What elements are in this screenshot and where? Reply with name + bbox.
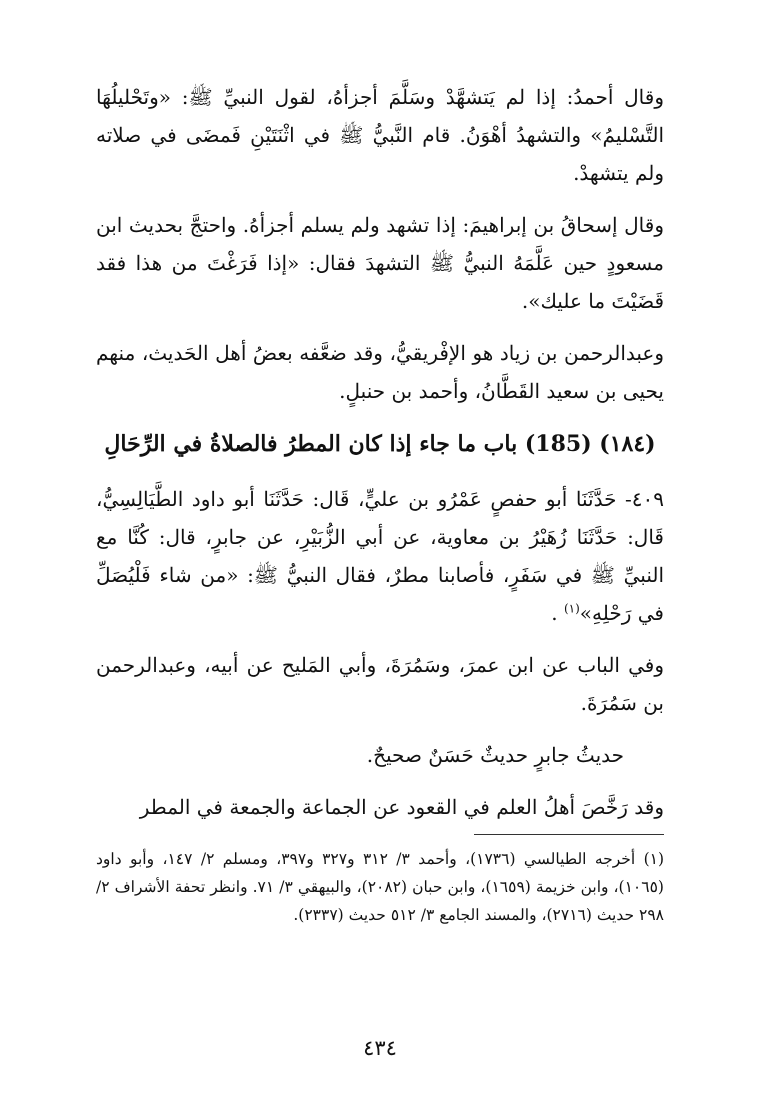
hadith-paragraph [96, 480, 664, 632]
paragraph-rukhsa: وقد رَخَّصَ أهلُ العلم في القعود عن الجماعة والجمعة في المطر [139, 795, 664, 819]
hadith-text: ٤٠٩- حَدَّثَنَا أبو حفصٍ عَمْرُو بن عليٍّ، قَال: حَدَّثَنَا أبو داود الطَّيَالِسِيُّ، قَال: حَدَّثَنَا زُهَيْرُ بن معاوية، عن أبي الزُّبَيْرِ، عن جابرٍ، قال: كُنَّا مع النبيِّ ﷺ في سَفَرٍ، فأصابنا مطرٌ، فقال النبيُّ ﷺ: «من شاء فَلْيُصَلِّ في رَحْلِهِ» [96, 487, 664, 625]
page-number: ٤٣٤ [363, 1036, 397, 1060]
hadith-end: . [551, 601, 564, 625]
paragraph-abdulrahman: وعبدالرحمن بن زياد هو الإفْريقيُّ، وقد ضعَّفه بعضُ أهل الحَديث، منهم يحيى بن سعيد القَطَّانُ، وأحمد بن حنبلٍ. [96, 341, 664, 403]
paragraph-fil-bab: وفي الباب عن ابن عمرَ، وسَمُرَةَ، وأبي المَليح عن أبيه، وعبدالرحمن بن سَمُرَةَ. [96, 653, 664, 715]
footnote-text: (١) أخرجه الطيالسي (١٧٣٦)، وأحمد ٣/ ٣١٢ و٣٢٧ و٣٩٧، ومسلم ٢/ ١٤٧، وأبو داود (١٠٦٥)، وابن خزيمة (١٦٥٩)، وابن حبان (٢٠٨٢)، والبيهقي ٣/ ٧١. وانظر تحفة الأشراف ٢/ ٢٩٨ حديث (٢٧١٦)، والمسند الجامع ٣/ ٥١٢ حديث (٢٣٣٧). [96, 850, 665, 924]
footnote-divider [474, 834, 664, 835]
footnote-reference[interactable]: (١) [563, 601, 580, 616]
paragraph-ishaq: وقال إسحاقُ بن إبراهيمَ: إذا تشهد ولم يسلم أجزأهُ. واحتجَّ بحديث ابن مسعودٍ حين عَلَّمَهُ النبيُّ ﷺ التشهدَ فقال: «إذا فَرَغْتَ من هذا فقد قَضَيْتَ ما عليك». [96, 213, 664, 313]
chapter-heading: (١٨٤) (185) باب ما جاء إذا كان المطرُ فالصلاةُ في الرِّحَالِ [104, 431, 656, 457]
paragraph-hukm: حديثُ جابرٍ حديثٌ حَسَنٌ صحيحٌ. [366, 743, 624, 767]
paragraph-ahmad: وقال أحمدُ: إذا لم يَتشهَّدْ وسَلَّمَ أجزأهُ، لقول النبيِّ ﷺ: «وتَحْليلُهَا التَّسْليمُ» والتشهدُ أهْوَنُ. قام النَّبيُّ ﷺ في اثْنَتَيْنِ فَمضَى في صلاته ولم يتشهدْ. [96, 85, 664, 185]
